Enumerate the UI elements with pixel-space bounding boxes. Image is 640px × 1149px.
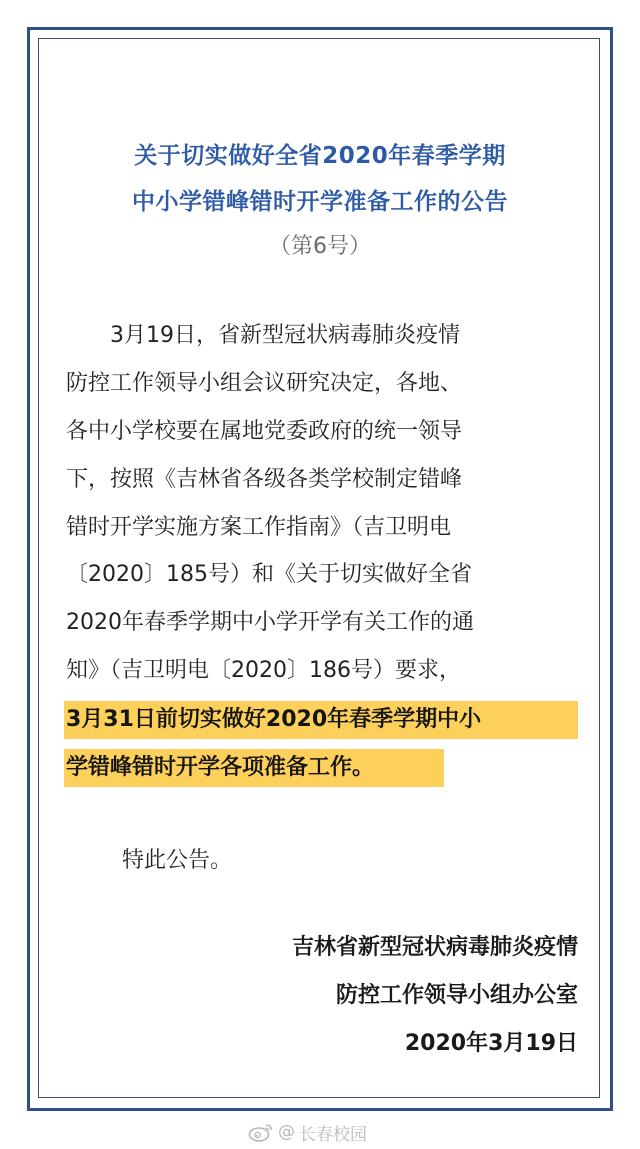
body-line-7: 2020年春季学期中小学开学有关工作的通 <box>66 610 474 635</box>
highlighted-line-1: 3月31日前切实做好2020年春季学期中小 <box>66 707 482 732</box>
highlighted-line-2: 学错峰错时开学各项准备工作。 <box>66 755 375 780</box>
body-line-8: 知》（吉卫明电〔2020〕186号）要求， <box>66 658 461 683</box>
body-line-6: 〔2020〕185号）和《关于切实做好全省 <box>66 562 472 587</box>
watermark-account: 长春校园 <box>299 1124 367 1145</box>
signature-date: 2020年3月19日 <box>404 1031 578 1056</box>
body-line-4: 下，按照《吉林省各级各类学校制定错峰 <box>66 467 463 492</box>
body-line-2: 防控工作领导小组会议研究决定，各地、 <box>66 371 463 396</box>
notice-number: （第6号） <box>269 234 371 259</box>
body-line-5: 错时开学实施方案工作指南》（吉卫明电 <box>66 515 452 540</box>
closing-text: 特此公告。 <box>122 848 233 873</box>
weibo-icon <box>248 1122 274 1142</box>
body-line-3: 各中小学校要在属地党委政府的统一领导 <box>66 419 463 444</box>
body-line-1: 3月19日，省新型冠状病毒肺炎疫情 <box>66 323 460 348</box>
notice-title-line-1: 关于切实做好全省2020年春季学期 <box>134 143 506 169</box>
signature-line-2: 防控工作领导小组办公室 <box>335 983 578 1008</box>
watermark <box>248 1120 367 1144</box>
notice-title-line-2: 中小学错峰错时开学准备工作的公告 <box>132 189 508 215</box>
signature-line-1: 吉林省新型冠状病毒肺炎疫情 <box>291 935 578 960</box>
watermark-at-sign: @ <box>278 1122 295 1142</box>
